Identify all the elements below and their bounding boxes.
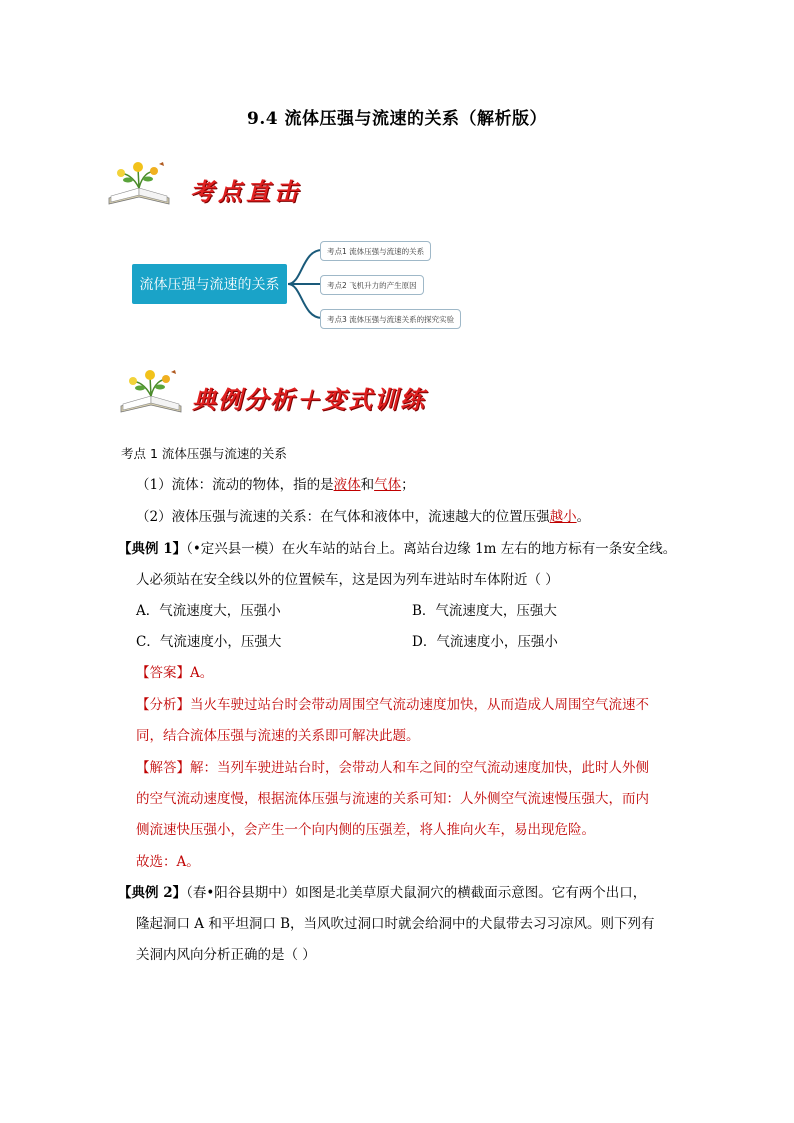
p2-end: 。: [576, 509, 591, 525]
paragraph-1: [136, 475, 415, 495]
p1-prefix: （1）流体：流动的物体，指的是: [136, 477, 334, 493]
example2-line2: 隆起洞口 A 和平坦洞口 B，当风吹过洞口时就会给洞中的犬鼠带去习习凉风。则下列有: [136, 916, 655, 932]
page-title: 9.4 流体压强与流速的关系（解析版）: [247, 109, 547, 129]
choice-line: 故选：A。: [136, 854, 200, 870]
analysis-text1: 当火车驶过站台时会带动周围空气流动速度加快，从而造成人周围空气流速不: [190, 697, 649, 713]
answer-tag: 【答案】: [136, 665, 190, 681]
banner-kaodian: 考点直击: [190, 177, 302, 206]
banner-example-analysis: 典例分析＋变式训练: [192, 385, 426, 414]
solution-line1: [136, 758, 649, 778]
section-heading: 考点 1 流体压强与流速的关系: [121, 446, 287, 461]
book-flower-icon: [104, 160, 174, 210]
mindmap-node-2: 考点2 飞机升力的产生原因: [320, 275, 424, 295]
answer-line: [136, 663, 213, 683]
mindmap-root: 流体压强与流速的关系: [132, 264, 287, 304]
example2-text1: （春•阳谷县期中）如图是北美草原犬鼠洞穴的横截面示意图。它有两个出口，: [186, 885, 647, 901]
mindmap-node-1: 考点1 流体压强与流速的关系: [320, 241, 431, 261]
solution-tag: 【解答】: [136, 760, 190, 776]
p1-word-liquid: 液体: [333, 477, 361, 493]
example1-label: 【典例 1】: [118, 541, 187, 557]
solution-line3: 侧流速快压强小，会产生一个向内侧的压强差，将人推向火车，易出现危险。: [136, 822, 595, 838]
analysis-line2: 同，结合流体压强与流速的关系即可解决此题。: [136, 728, 420, 744]
example2-label: 【典例 2】: [118, 885, 187, 901]
example1-text1: （•定兴县一模）在火车站的站台上。离站台边缘 1m 左右的地方标有一条安全线。: [186, 541, 677, 557]
p1-end: ；: [401, 477, 415, 493]
mindmap-node-3: 考点3 流体压强与流速关系的探究实验: [320, 309, 461, 329]
answer-value: A。: [190, 665, 214, 681]
option-b: B．气流速度大，压强大: [412, 603, 557, 619]
option-a: A．气流速度大，压强小: [136, 603, 281, 619]
p1-word-gas: 气体: [374, 477, 402, 493]
analysis-tag: 【分析】: [136, 697, 190, 713]
example1-line1: [118, 539, 676, 559]
example2-line1: [118, 883, 646, 903]
p2-word-smaller: 越小: [549, 509, 577, 525]
p1-and: 和: [360, 477, 375, 493]
example1-line2: 人必须站在安全线以外的位置候车，这是因为列车进站时车体附近（ ）: [136, 572, 559, 588]
paragraph-2: [136, 507, 590, 527]
example2-line3: 关洞内风向分析正确的是（ ）: [136, 947, 316, 963]
analysis-line1: [136, 695, 649, 715]
solution-text1: 解：当列车驶进站台时，会带动人和车之间的空气流动速度加快，此时人外侧: [190, 760, 649, 776]
option-d: D．气流速度小，压强小: [412, 634, 558, 650]
p2-prefix: （2）液体压强与流速的关系：在气体和液体中，流速越大的位置压强: [136, 509, 550, 525]
solution-line2: 的空气流动速度慢，根据流体压强与流速的关系可知：人外侧空气流速慢压强大，而内: [136, 791, 649, 807]
book-flower-icon: [116, 368, 186, 418]
option-c: C．气流速度小，压强大: [136, 634, 282, 650]
